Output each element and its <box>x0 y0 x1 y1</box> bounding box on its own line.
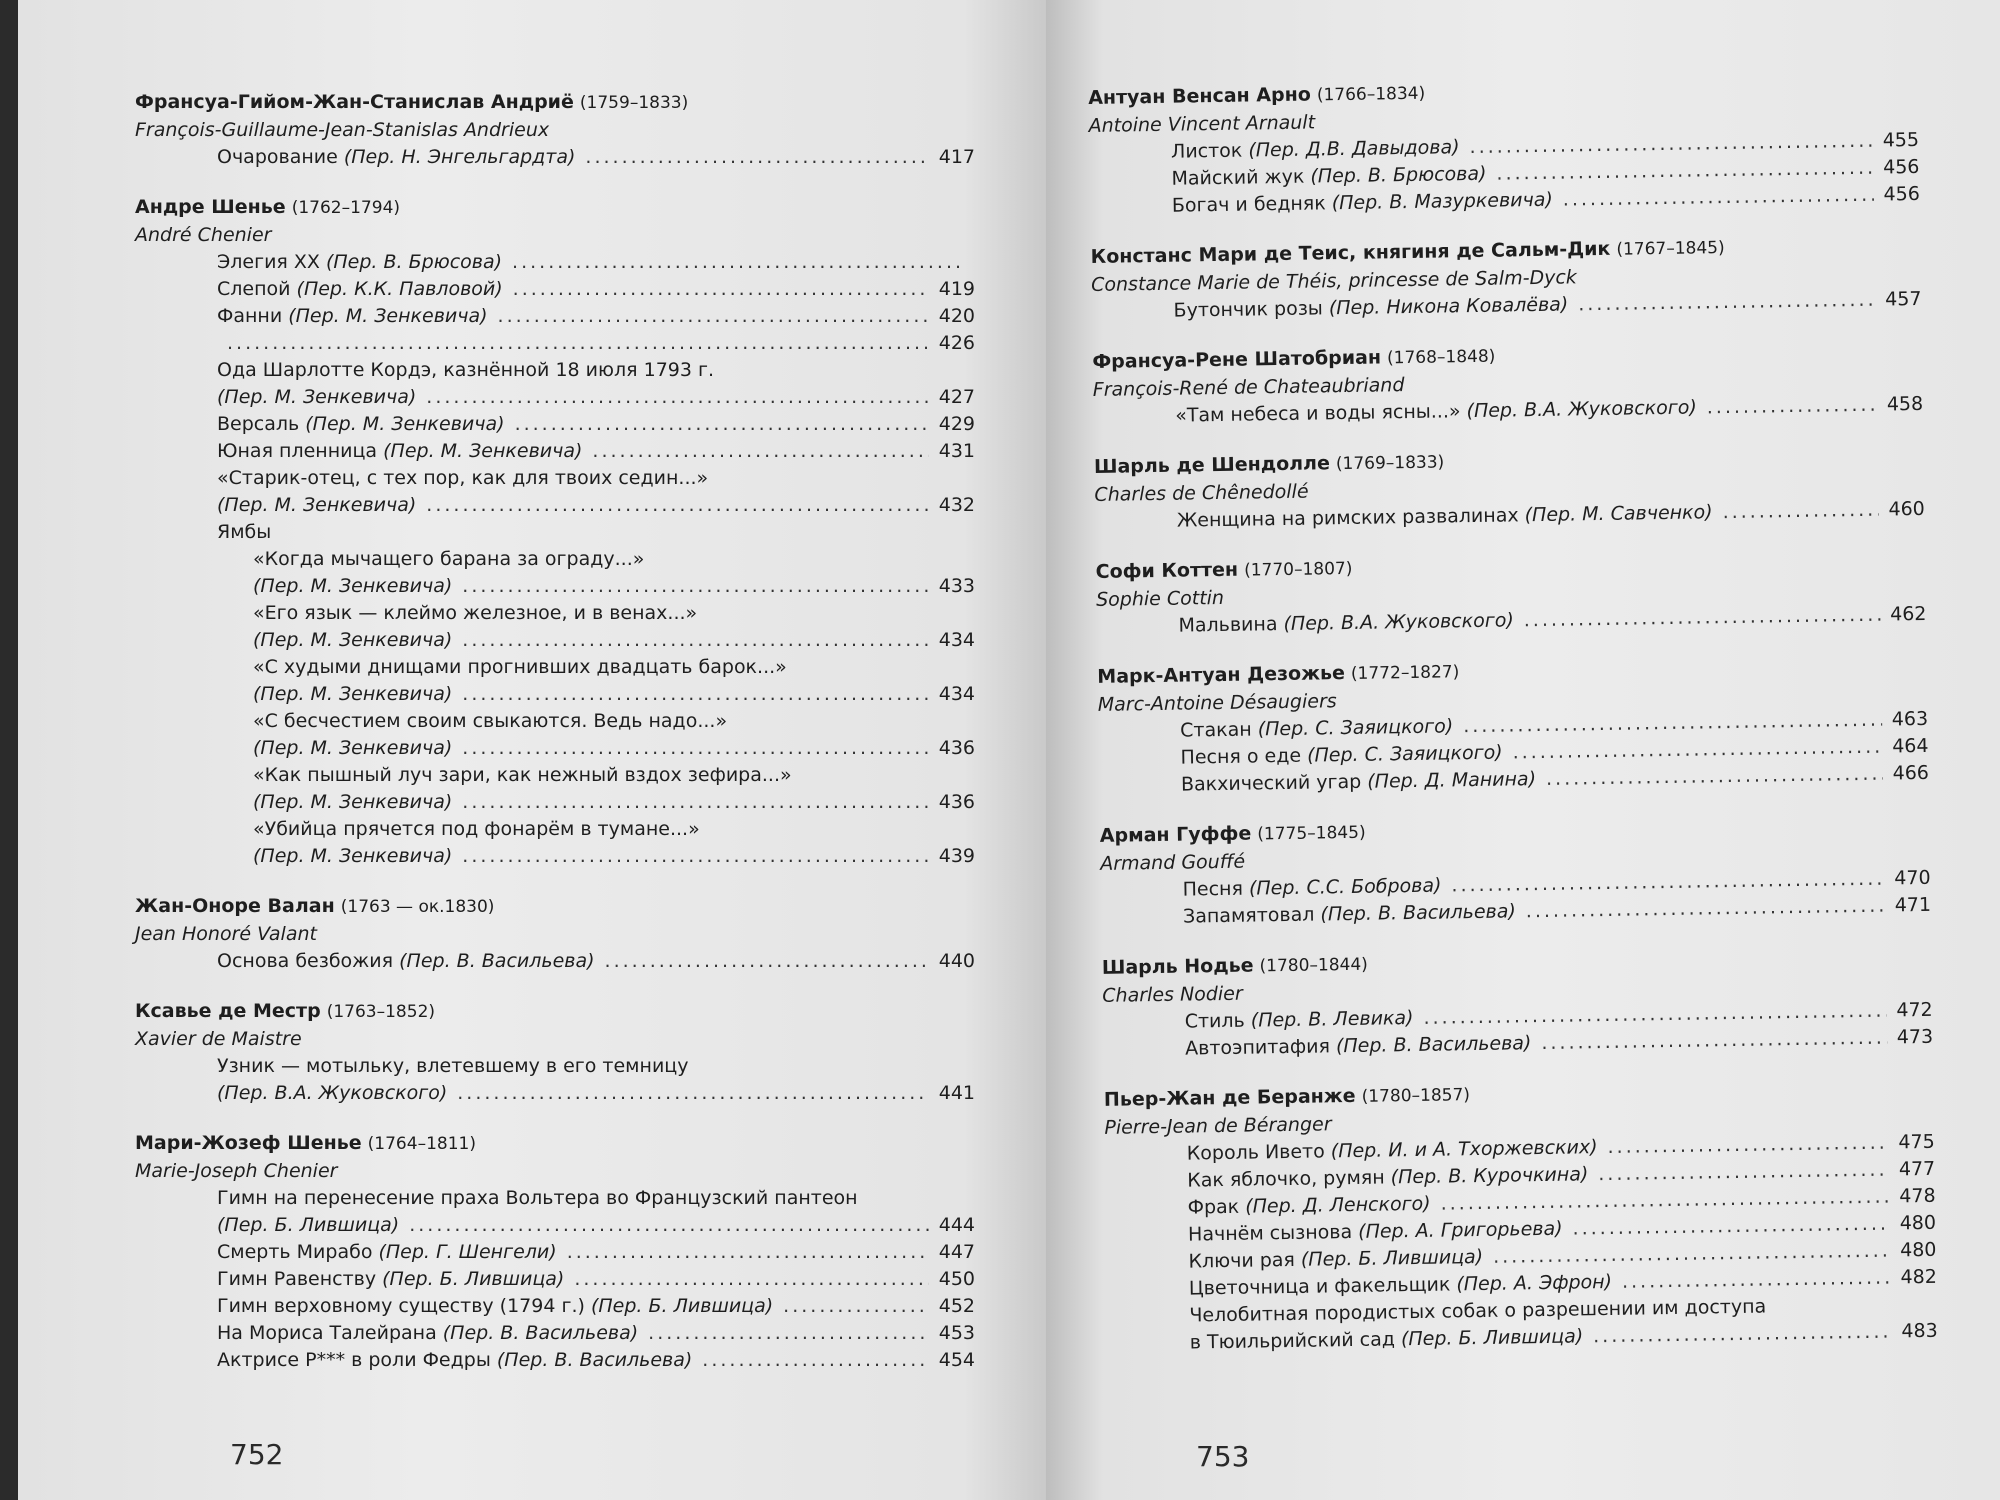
toc-translator: (Пер. Д. Ленского) <box>1245 1192 1431 1218</box>
author-original-name: Marc-Antoine Désaugiers <box>1097 690 1337 716</box>
author-original-name: Charles de Chênedollé <box>1094 480 1309 506</box>
author-heading <box>135 997 975 1026</box>
toc-title: Цветочница и факельщик <box>1188 1273 1457 1300</box>
dot-leader <box>702 1347 928 1374</box>
author-entry <box>1090 230 1921 326</box>
toc-entry[interactable] <box>135 384 975 411</box>
toc-title: Ключи рая <box>1188 1248 1302 1273</box>
toc-entry-text <box>1182 873 1441 904</box>
toc-translator: (Пер. Г. Шенгели) <box>378 1241 557 1263</box>
toc-title-line[interactable] <box>135 1053 975 1080</box>
toc-title: Версаль <box>217 413 306 435</box>
toc-translator: (Пер. Б. Лившица) <box>1300 1245 1484 1271</box>
toc-title-line[interactable] <box>135 816 975 843</box>
toc-title: Бутончик розы <box>1173 297 1330 322</box>
author-dates: (1764–1811) <box>367 1134 476 1154</box>
dot-leader <box>1541 1025 1887 1057</box>
toc-title: «Его язык — клеймо железное, и в венах...» <box>253 602 698 624</box>
toc-title: Ямбы <box>217 521 272 543</box>
author-heading <box>135 193 975 222</box>
toc-translator: (Пер. В.А. Жуковского) <box>1283 609 1514 635</box>
toc-entry-text <box>217 384 416 411</box>
toc-entry-text <box>253 843 452 870</box>
toc-translator: (Пер. Д.В. Давыдова) <box>1248 136 1460 162</box>
author-name: Ксавье де Местр <box>135 1000 321 1022</box>
toc-title-line[interactable] <box>135 708 975 735</box>
dot-leader <box>1524 602 1881 635</box>
toc-entry[interactable] <box>135 1293 975 1320</box>
toc-entry-text <box>1173 291 1568 324</box>
toc-title: Стиль <box>1184 1009 1251 1033</box>
toc-entry[interactable] <box>135 303 975 330</box>
author-original-name: Jean Honoré Valant <box>135 923 317 945</box>
toc-entry-text <box>1185 1030 1532 1062</box>
toc-title: «Там небеса и воды ясны...» <box>1175 400 1467 427</box>
author-name: Арман Гуффе <box>1099 822 1252 847</box>
toc-page-number: 457 <box>1885 287 1922 311</box>
toc-page-number: 434 <box>938 629 975 651</box>
toc-translator: (Пер. В. Мазуркевича) <box>1331 188 1554 215</box>
dot-leader <box>227 330 929 357</box>
toc-page-number: 440 <box>938 950 975 972</box>
toc-page-number: 427 <box>938 386 975 408</box>
toc-page-number: 419 <box>938 278 975 300</box>
toc-page-number: 483 <box>1901 1319 1938 1343</box>
toc-title: Гимн на перенесение праха Вольтера во Французский пантеон <box>217 1187 858 1209</box>
toc-title: Автоэпитафия <box>1184 1035 1337 1060</box>
dot-leader <box>1593 1319 1892 1351</box>
toc-title: Ода Шарлотте Кордэ, казнённой 18 июля 1793 г. <box>217 359 715 381</box>
toc-title: Как яблочко, румян <box>1187 1166 1391 1192</box>
toc-page-number: 453 <box>938 1322 975 1344</box>
toc-title: Элегия XX <box>217 251 326 273</box>
author-dates: (1770–1807) <box>1243 558 1353 581</box>
toc-translator: (Пер. С. Заяицкого) <box>1306 741 1503 767</box>
author-name: Шарль де Шендолле <box>1093 452 1331 478</box>
toc-translator: (Пер. М. Зенкевича) <box>253 791 453 813</box>
toc-entry-text <box>217 1212 399 1239</box>
author-dates: (1763–1852) <box>326 1002 436 1022</box>
toc-title: «С худыми днищами прогнивших двадцать барок...» <box>253 656 787 678</box>
toc-title: Стакан <box>1179 718 1258 742</box>
toc-page-number: 473 <box>1896 1025 1934 1049</box>
dot-leader <box>1622 1265 1891 1296</box>
toc-entry-text <box>217 276 503 303</box>
author-entry <box>135 193 975 870</box>
author-name: Жан-Оноре Валан <box>135 895 335 917</box>
toc-page-number: 477 <box>1898 1157 1936 1181</box>
toc-title-line[interactable] <box>135 546 975 573</box>
toc-translator: (Пер. М. Зенкевича) <box>217 494 417 516</box>
dot-leader <box>1563 182 1874 214</box>
toc-translator: (Пер. М. Зенкевича) <box>253 737 453 759</box>
toc-title: Челобитная породистых собак о разрешении им доступа <box>1189 1295 1767 1327</box>
toc-translator: (Пер. В. Васильева) <box>399 950 595 972</box>
toc-entry-text <box>217 411 505 438</box>
toc-translator: (Пер. Б. Лившица) <box>590 1295 774 1317</box>
toc-entry[interactable] <box>135 276 975 303</box>
toc-entry[interactable] <box>135 1212 975 1239</box>
toc-entry[interactable] <box>135 735 975 762</box>
toc-page-number: 431 <box>938 440 975 462</box>
author-name: Марк-Антуан Дезожье <box>1097 662 1346 688</box>
toc-entry[interactable] <box>135 627 975 654</box>
dot-leader <box>462 789 928 816</box>
dot-leader <box>1722 497 1878 526</box>
toc-entry[interactable] <box>135 1080 975 1107</box>
toc-title: Майский жук <box>1171 165 1311 190</box>
dot-leader <box>462 735 928 762</box>
left-toc-column <box>135 88 975 1374</box>
author-entry <box>135 1129 975 1374</box>
author-original-name: Sophie Cottin <box>1095 586 1225 611</box>
toc-page-number: 455 <box>1882 128 1920 152</box>
dot-leader <box>1546 761 1883 793</box>
toc-page-number: 463 <box>1891 707 1929 731</box>
toc-page-number: 462 <box>1889 602 1927 626</box>
author-name: Шарль Нодье <box>1101 954 1254 979</box>
author-original-name: Charles Nodier <box>1102 982 1243 1007</box>
toc-title-line[interactable] <box>135 357 975 384</box>
toc-title: «Как пышный луч зари, как нежный вздох зефира...» <box>253 764 792 786</box>
toc-page-number: 480 <box>1899 1238 1937 1262</box>
toc-translator: (Пер. М. Зенкевича) <box>253 575 453 597</box>
toc-title: Слепой <box>217 278 297 300</box>
toc-entry-text <box>253 681 452 708</box>
toc-page-number: 460 <box>1888 497 1925 521</box>
toc-translator: (Пер. Б. Лившица) <box>1400 1325 1584 1351</box>
author-name: Антуан Венсан Арно <box>1088 83 1311 109</box>
dot-leader <box>1707 392 1877 422</box>
toc-title: Смерть Мирабо <box>217 1241 379 1263</box>
toc-entry-text <box>217 1080 447 1107</box>
toc-page-number: 436 <box>938 791 975 813</box>
author-name: Андре Шенье <box>135 196 286 218</box>
toc-entry-text <box>253 573 452 600</box>
toc-translator: (Пер. М. Зенкевича) <box>288 305 488 327</box>
dot-leader <box>409 1212 929 1239</box>
toc-title: «Убийца прячется под фонарём в тумане...» <box>253 818 700 840</box>
author-original-name: François-René de Chateaubriand <box>1092 374 1405 401</box>
toc-entry-text <box>217 948 595 975</box>
toc-translator: (Пер. М. Зенкевича) <box>305 413 505 435</box>
dot-leader <box>426 492 928 519</box>
toc-page-number: 482 <box>1900 1265 1938 1289</box>
author-original-name: Xavier de Maistre <box>135 1028 302 1050</box>
toc-title: Король Ивето <box>1186 1140 1331 1165</box>
toc-title: Фрак <box>1187 1195 1246 1219</box>
toc-translator: (Пер. Д. Манина) <box>1367 768 1537 793</box>
author-name: Мари-Жозеф Шенье <box>135 1132 362 1154</box>
toc-translator: (Пер. В.А. Жуковского) <box>1466 396 1697 423</box>
toc-entry[interactable] <box>135 411 975 438</box>
toc-title: На Мориса Талейрана <box>217 1322 443 1344</box>
toc-translator: (Пер. В.А. Жуковского) <box>217 1082 448 1104</box>
toc-title: Запамятовал <box>1182 903 1321 928</box>
toc-entry-text <box>1180 713 1453 744</box>
author-original-name: François-Guillaume-Jean-Stanislas Andrieux <box>135 119 550 141</box>
author-original-name: Marie-Joseph Chenier <box>135 1160 338 1182</box>
toc-entry[interactable] <box>135 144 975 171</box>
toc-translator: (Пер. С.С. Боброва) <box>1248 874 1442 900</box>
toc-title: Песня <box>1182 877 1250 901</box>
right-toc-column <box>1088 71 1938 1358</box>
toc-translator: (Пер. В. Левика) <box>1250 1007 1414 1032</box>
toc-translator: (Пер. Н. Энгельгардта) <box>343 146 576 168</box>
toc-page-number: 434 <box>938 683 975 705</box>
toc-title: Женщина на римских развалинах <box>1176 504 1525 532</box>
toc-title: Юная пленница <box>217 440 384 462</box>
author-name: Пьер-Жан де Беранже <box>1103 1084 1356 1111</box>
toc-entry-text <box>1178 607 1514 639</box>
toc-entry[interactable] <box>135 573 975 600</box>
dot-leader <box>462 681 928 708</box>
toc-entry-text <box>217 1320 638 1347</box>
author-entry <box>135 88 975 171</box>
toc-title: «Когда мычащего барана за ограду...» <box>253 548 645 570</box>
toc-title: «С бесчестием своим свыкаются. Ведь надо...» <box>253 710 728 732</box>
toc-translator: (Пер. М. Зенкевича) <box>253 683 453 705</box>
toc-translator: (Пер. И. и А. Тхоржевских) <box>1330 1136 1598 1163</box>
toc-translator: (Пер. М. Савченко) <box>1524 501 1713 527</box>
toc-page-number: 432 <box>938 494 975 516</box>
toc-translator: (Пер. В. Васильева) <box>1335 1032 1532 1058</box>
toc-entry-text <box>217 1347 692 1374</box>
author-dates: (1769–1833) <box>1335 452 1445 475</box>
author-dates: (1762–1794) <box>291 198 401 218</box>
toc-entry-text <box>1172 187 1553 220</box>
toc-page-number: 456 <box>1883 182 1921 206</box>
toc-page-number: 472 <box>1896 998 1933 1022</box>
toc-translator: (Пер. К.К. Павловой) <box>296 278 503 300</box>
toc-page-number: 475 <box>1898 1130 1935 1154</box>
toc-entry-text <box>1181 766 1536 799</box>
toc-entry[interactable] <box>135 492 975 519</box>
author-dates: (1763 — ок.1830) <box>340 897 495 917</box>
toc-title-line[interactable] <box>135 465 975 492</box>
toc-translator: (Пер. В. Брюсова) <box>325 251 503 273</box>
toc-entry-text <box>217 1293 773 1320</box>
toc-title-line[interactable] <box>135 519 975 546</box>
toc-page-number: 471 <box>1894 893 1932 917</box>
toc-entry-text <box>217 1239 557 1266</box>
toc-entry-text <box>1185 1005 1414 1036</box>
toc-title: в Тюильрийский сад <box>1189 1328 1402 1354</box>
toc-page-number: 447 <box>938 1241 975 1263</box>
author-entry <box>135 997 975 1107</box>
toc-entry[interactable] <box>135 1239 975 1266</box>
toc-page-number: 441 <box>938 1082 975 1104</box>
toc-page-number: 458 <box>1886 392 1924 416</box>
toc-translator: (Пер. М. Зенкевича) <box>253 845 453 867</box>
author-dates: (1780–1844) <box>1259 954 1369 977</box>
author-name: Франсуа-Гийом-Жан-Станислав Андриё <box>135 91 574 113</box>
toc-title: Очарование <box>217 146 344 168</box>
toc-title: «Старик-отец, с тех пор, как для твоих седин...» <box>217 467 709 489</box>
toc-entry[interactable] <box>135 249 975 276</box>
toc-page-number: 454 <box>938 1349 975 1371</box>
dot-leader <box>605 948 929 975</box>
dot-leader <box>567 1239 929 1266</box>
toc-page-number: 436 <box>938 737 975 759</box>
toc-translator: (Пер. Б. Лившица) <box>217 1214 400 1236</box>
toc-entry-text <box>253 627 452 654</box>
author-entry <box>1100 809 1932 932</box>
author-name: Франсуа-Рене Шатобриан <box>1092 346 1382 373</box>
toc-title: Основа безбожия <box>217 950 400 972</box>
dot-leader <box>585 144 928 171</box>
author-entry <box>1097 650 1929 800</box>
toc-title: Начнём сызнова <box>1187 1220 1359 1246</box>
toc-entry-text <box>217 144 575 171</box>
dot-leader <box>574 1266 928 1293</box>
toc-entry-text <box>217 492 416 519</box>
author-entry <box>1088 71 1920 221</box>
author-dates: (1766–1834) <box>1316 83 1426 106</box>
toc-title-line[interactable] <box>135 762 975 789</box>
toc-title: Узник — мотыльку, влетевшему в его темницу <box>217 1055 689 1077</box>
author-entry <box>1092 335 1923 431</box>
toc-page-number: 466 <box>1892 761 1930 785</box>
toc-translator: (Пер. М. Зенкевича) <box>253 629 453 651</box>
dot-leader <box>457 1080 928 1107</box>
author-original-name: Constance Marie de Théis, princesse de Salm-Dyck <box>1090 266 1577 296</box>
author-entry <box>135 892 975 975</box>
toc-title: Мальвина <box>1178 612 1284 637</box>
dot-leader <box>1526 893 1885 926</box>
dot-leader <box>462 843 928 870</box>
toc-translator: (Пер. В. Васильева) <box>442 1322 639 1344</box>
author-name: Констанс Мари де Теис, княгиня де Сальм-Дик <box>1090 237 1611 268</box>
author-dates: (1768–1848) <box>1386 346 1496 369</box>
toc-page-number: 417 <box>938 146 975 168</box>
author-heading <box>135 1129 975 1158</box>
toc-translator: (Пер. А. Григорьева) <box>1358 1217 1563 1243</box>
toc-entry-text <box>217 303 488 330</box>
dot-leader <box>1578 287 1875 319</box>
toc-page-number: 452 <box>938 1295 975 1317</box>
toc-title: Гимн Равенству <box>217 1268 383 1290</box>
toc-entry-text <box>217 249 502 276</box>
author-heading <box>135 88 975 117</box>
toc-title: Песня о еде <box>1180 744 1308 769</box>
toc-title: Богач и бедняк <box>1171 192 1332 217</box>
author-dates: (1767–1845) <box>1616 238 1725 260</box>
toc-page-number: 464 <box>1892 734 1929 758</box>
author-entry <box>1102 941 1934 1064</box>
toc-title-line[interactable] <box>135 1185 975 1212</box>
toc-page-number: 433 <box>938 575 975 597</box>
dot-leader <box>512 249 965 276</box>
toc-translator: (Пер. В. Васильева) <box>1320 900 1517 926</box>
author-original-name: Armand Gouffé <box>1100 850 1246 875</box>
author-original-name: Antoine Vincent Arnault <box>1088 111 1316 137</box>
toc-entry[interactable] <box>135 1266 975 1293</box>
toc-entry-text <box>253 735 452 762</box>
author-original-name: André Chenier <box>135 224 272 246</box>
toc-translator: (Пер. М. Зенкевича) <box>217 386 417 408</box>
toc-translator: (Пер. Никона Ковалёва) <box>1328 293 1569 320</box>
author-heading <box>135 892 975 921</box>
toc-translator: (Пер. В. Курочкина) <box>1390 1163 1589 1189</box>
toc-page-number: 456 <box>1882 155 1920 179</box>
toc-title: Гимн верховному существу (1794 г.) <box>217 1295 591 1317</box>
toc-entry[interactable] <box>135 948 975 975</box>
toc-title: Актрисе Р*** в роли Федры <box>217 1349 497 1371</box>
toc-entry[interactable] <box>135 1347 975 1374</box>
dot-leader <box>426 384 928 411</box>
dot-leader <box>783 1293 929 1320</box>
author-dates: (1775–1845) <box>1257 822 1366 845</box>
toc-entry[interactable] <box>135 1320 975 1347</box>
toc-entry-text <box>217 1266 564 1293</box>
toc-translator: (Пер. А. Эфрон) <box>1456 1270 1613 1296</box>
dot-leader <box>592 438 928 465</box>
toc-translator: (Пер. В. Брюсова) <box>1310 162 1487 188</box>
toc-page-number: 439 <box>938 845 975 867</box>
toc-page-number: 420 <box>938 305 975 327</box>
toc-title-line[interactable] <box>135 654 975 681</box>
toc-entry-text <box>1183 898 1516 930</box>
toc-page-number: 444 <box>938 1214 975 1236</box>
toc-translator: (Пер. Б. Лившица) <box>382 1268 565 1290</box>
author-entry <box>1095 545 1926 641</box>
toc-entry[interactable] <box>135 681 975 708</box>
toc-title: Листок <box>1170 139 1249 163</box>
toc-entry[interactable] <box>135 438 975 465</box>
toc-entry-text <box>253 789 452 816</box>
toc-entry[interactable] <box>135 789 975 816</box>
toc-page-number: 478 <box>1899 1184 1936 1208</box>
toc-title-line[interactable] <box>135 600 975 627</box>
toc-entry[interactable] <box>135 330 975 357</box>
author-dates: (1759–1833) <box>579 93 689 113</box>
dot-leader <box>513 276 929 303</box>
author-name: Софи Коттен <box>1095 558 1239 583</box>
toc-translator: (Пер. С. Заяицкого) <box>1257 715 1454 741</box>
dot-leader <box>462 627 928 654</box>
toc-page-number: 429 <box>938 413 975 435</box>
toc-page-number: 470 <box>1894 866 1931 890</box>
toc-title: Фанни <box>217 305 289 327</box>
toc-entry[interactable] <box>135 843 975 870</box>
author-entry <box>1094 440 1925 536</box>
toc-translator: (Пер. В. Васильева) <box>496 1349 693 1371</box>
toc-translator: (Пер. М. Зенкевича) <box>383 440 583 462</box>
toc-page-number: 450 <box>938 1268 975 1290</box>
author-entry <box>1104 1073 1938 1358</box>
page-number-right: 753 <box>1196 1440 1250 1473</box>
author-original-name: Pierre-Jean de Béranger <box>1104 1113 1332 1139</box>
dot-leader <box>515 411 929 438</box>
toc-page-number: 426 <box>938 332 975 354</box>
page-number-left: 752 <box>230 1438 284 1471</box>
dot-leader <box>498 303 929 330</box>
toc-entry-text <box>1187 1191 1430 1222</box>
author-dates: (1772–1827) <box>1350 662 1460 684</box>
author-dates: (1780–1857) <box>1361 1085 1471 1107</box>
dot-leader <box>648 1320 929 1347</box>
toc-entry-text <box>217 438 582 465</box>
dot-leader <box>462 573 928 600</box>
toc-page-number: 480 <box>1899 1211 1937 1235</box>
toc-title: Вакхический угар <box>1180 770 1368 796</box>
